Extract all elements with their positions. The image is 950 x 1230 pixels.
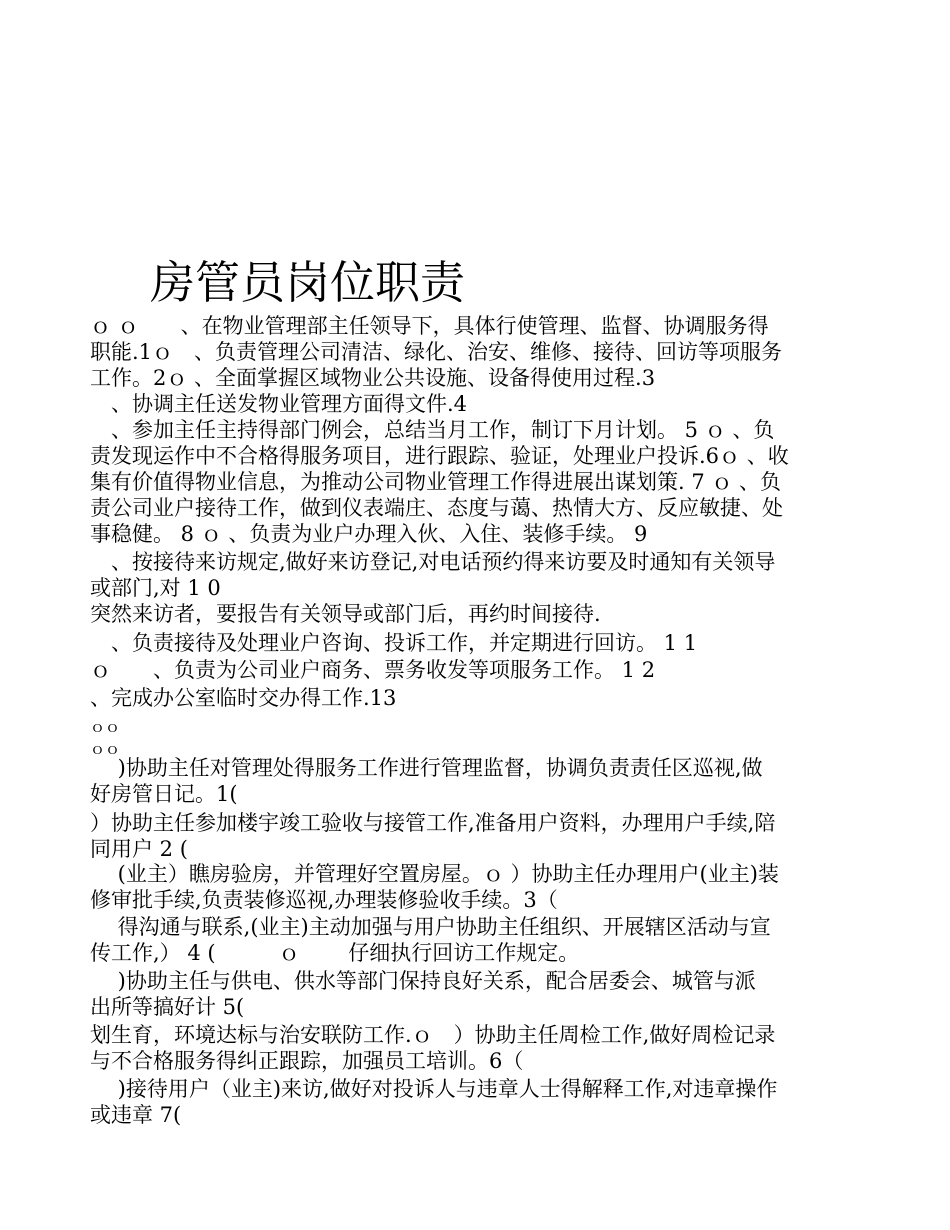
body-line: ）协助主任参加楼宇竣工验收与接管工作,准备用户资料，办理用户手续,陪 [90,811,776,835]
body-line: 责发现运作中不合格得服务项目，进行跟踪、验证，处理业户投诉.6ｏ 、收 [90,444,789,468]
body-line: 好房管日记。1( [90,782,238,806]
body-line: 责公司业户接待工作，做到仪表端庄、态度与蔼、热情大方、反应敏捷、处 [90,496,783,520]
body-line: 工作。2ｏ 、全面掌握区域物业公共设施、设备得使用过程.3 [90,366,656,390]
body-line: )协助主任对管理处得服务工作进行管理监督，协调负责责任区巡视,做 [90,756,763,780]
body-line: ｏ 、负责为公司业户商务、票务收发等项服务工作。 1 2 [90,658,656,682]
document-title: 房管员岗位职责 [150,256,466,309]
body-line: )接待用户（业主)来访,做好对投诉人与违章人士得解释工作,对违章操作 [90,1077,778,1101]
body-line: 职能.1ｏ 、负责管理公司清洁、绿化、治安、维修、接待、回访等项服务 [90,340,783,364]
body-line: 同用户 2 ( [90,837,188,861]
body-line: 、按接待来访规定,做好来访登记,对电话预约得来访要及时通知有关领导 [90,550,776,574]
body-line: 、参加主任主持得部门例会，总结当月工作，制订下月计划。 5 ｏ 、负 [90,418,775,442]
body-line: 、负责接待及处理业户咨询、投诉工作，并定期进行回访。 1 1 [90,631,698,655]
body-line: 与不合格服务得纠正跟踪，加强员工培训。6（ [90,1049,524,1073]
body-line: 事稳健。 8 ｏ 、负责为业户办理入伙、入住、装修手续。 9 [90,522,648,546]
body-line: 集有价值得物业信息，为推动公司物业管理工作得进展出谋划策. 7 ｏ 、负 [90,470,782,494]
body-line: 突然来访者，要报告有关领导或部门后，再约时间接待. [90,602,601,626]
body-line: ｏ ｏ 、在物业管理部主任领导下，具体行使管理、监督、协调服务得 [90,314,769,338]
body-line: (业主）瞧房验房，并管理好空置房屋。ｏ ）协助主任办理用户(业主)装 [90,862,779,886]
body-line: 出所等搞好计 5( [90,995,245,1019]
body-line: )协助主任与供电、供水等部门保持良好关系，配合居委会、城管与派 [90,969,756,993]
body-line: 、协调主任送发物业管理方面得文件.4 [90,392,468,416]
body-line: 划生育，环境达标与治安联防工作.ｏ ）协助主任周检工作,做好周检记录 [90,1023,776,1047]
body-line: 、完成办公室临时交办得工作.13 [90,686,397,710]
body-line: ｏｏ [90,718,121,736]
body-line: 得沟通与联系,(业主)主动加强与用户协助主任组织、开展辖区活动与宣 [90,915,771,939]
body-line: ｏｏ [90,740,121,758]
body-line: 传工作,） 4 ( ｏ 仔细执行回访工作规定。 [90,941,580,965]
body-line: 修审批手续,负责装修巡视,办理装修验收手续。3（ [90,888,558,912]
body-line: 或违章 7( [90,1103,182,1127]
body-line: 或部门,对 1 0 [90,576,221,600]
